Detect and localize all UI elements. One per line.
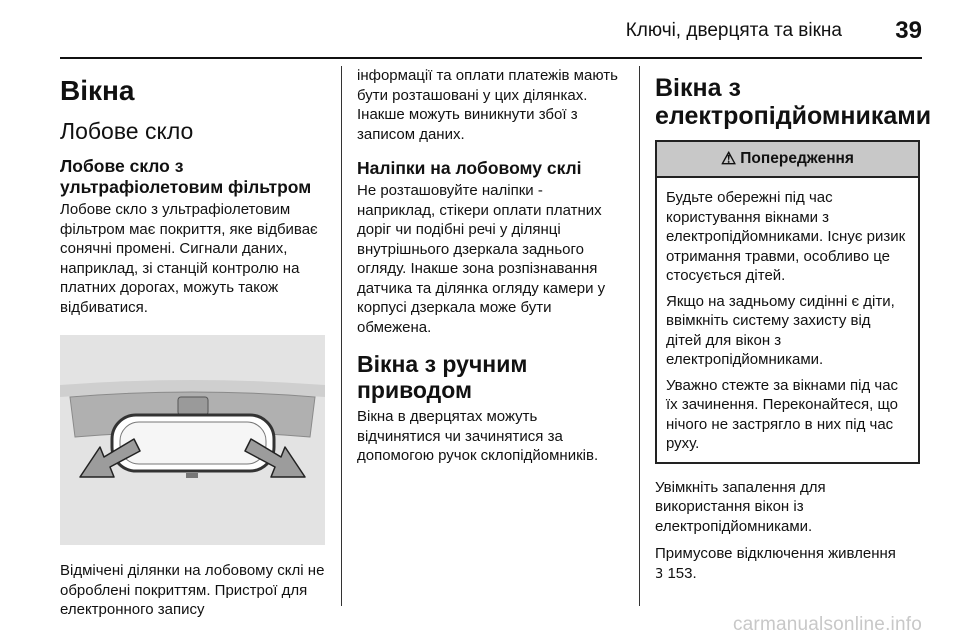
watermark-url: carmanualsonline.info xyxy=(732,614,922,635)
paragraph-ignition: Увімкніть запалення для використання вікон із електропідйомниками. xyxy=(655,478,826,535)
header-rule xyxy=(60,57,922,59)
column-divider-1 xyxy=(341,66,342,606)
paragraph-uv-windscreen: Лобове скло з ультрафіолетовим фільтром має покриття, яке відбиває сонячні промені. Сигнали даних, наприклад, зі станцій контролю на платних дорогах, можуть також відбиватися. xyxy=(60,201,318,316)
page-number: 39 xyxy=(895,17,922,44)
warning-paragraph-1: Будьте обережні під час користування вікнами з електропідйомниками. Існує ризик отримання травми, особливо це стосується дітей. xyxy=(666,189,906,284)
warning-title: Попередження xyxy=(740,150,854,167)
subsection-title-windscreen: Лобове скло xyxy=(60,118,194,144)
heading-stickers: Наліпки на лобовому склі xyxy=(357,158,582,178)
figure-caption: Відмічені ділянки на лобовому склі не оброблені покриттям. Пристрої для електронного запису xyxy=(60,562,325,618)
warning-paragraph-2: Якщо на задньому сидінні є діти, ввімкніть систему захисту від дітей для вікон з електропідйомниками. xyxy=(666,292,895,368)
power-cutoff-text: Примусове відключення живлення xyxy=(655,545,896,562)
heading-uv-windscreen: Лобове скло з ультрафіолетовим фільтром xyxy=(60,156,312,197)
page-ref-link[interactable]: 153. xyxy=(667,564,697,582)
paragraph-manual-windows: Вікна в дверцятах можуть відчинятися чи зачинятися за допомогою ручок склопідйомників. xyxy=(357,408,599,464)
windscreen-illustration xyxy=(60,335,325,545)
warning-box xyxy=(655,140,920,464)
windscreen-mirror-drawing xyxy=(60,335,325,545)
column-divider-2 xyxy=(639,66,640,606)
warning-paragraph-3: Уважно стежте за вікнами під час їх зачинення. Переконайтеся, що нічого не застрягло в них під час руху. xyxy=(666,376,899,452)
warning-header xyxy=(657,142,918,178)
warning-icon: ⚠ xyxy=(721,149,737,168)
paragraph-continued: інформації та оплати платежів мають бути розташовані у цих ділянках. Інакше можуть виникнути збої з записом даних. xyxy=(357,67,618,143)
heading-manual-windows: Вікна з ручним приводом xyxy=(357,351,528,403)
heading-power-windows: Вікна з електропідйомниками xyxy=(655,74,932,130)
column-1 xyxy=(60,66,325,620)
warning-body xyxy=(657,178,918,462)
column-2 xyxy=(357,66,625,466)
paragraph-power-cutoff xyxy=(655,544,920,584)
header-title: Ключі, дверцята та вікна xyxy=(625,20,842,41)
page-ref-arrow-icon: 3 xyxy=(655,566,664,582)
page-header xyxy=(0,0,960,58)
paragraph-stickers: Не розташовуйте наліпки - наприклад, стікери оплати платних доріг чи подібні речі у ділянці внутрішнього дзеркала заднього огляду. Інакше зона розпізнавання датчика та ділянка огляду камери у корпусі дзеркала може бути обмежена. xyxy=(357,182,606,336)
column-3 xyxy=(655,66,932,584)
section-title-windows: Вікна xyxy=(60,75,135,106)
